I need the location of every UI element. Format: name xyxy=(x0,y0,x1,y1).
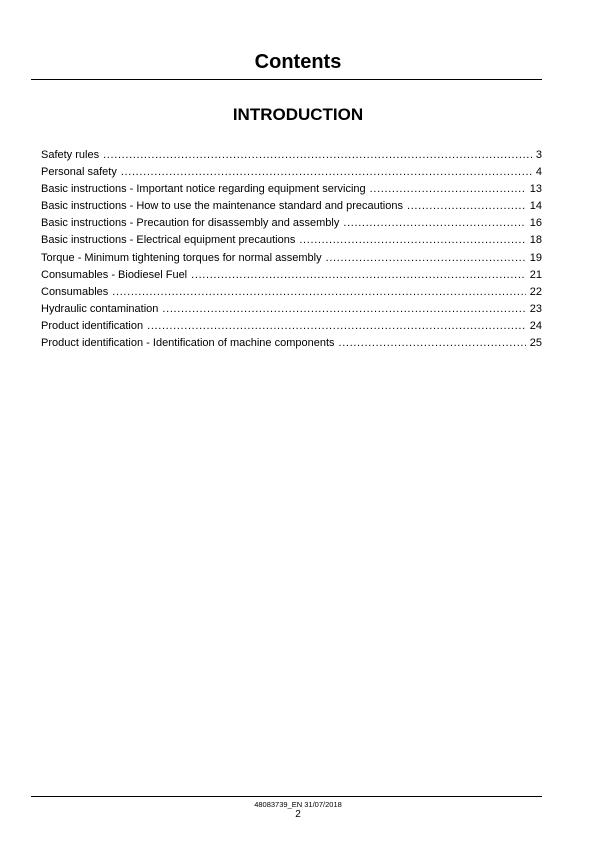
toc-entry-page: 16 xyxy=(529,217,542,230)
toc-entry-label: Basic instructions - Important notice regarding equipment servicing xyxy=(41,183,366,196)
toc-entry-hydraulic-contamination[interactable] xyxy=(41,301,542,318)
toc-dot-leader xyxy=(112,284,525,301)
toc-entry-label: Safety rules xyxy=(41,149,100,161)
toc-dot-leader xyxy=(147,318,526,335)
toc-entry-consumables[interactable] xyxy=(41,284,542,301)
toc-entry-label: Consumables xyxy=(41,285,109,298)
toc-entry-page: 24 xyxy=(529,319,542,332)
footer-page-number: 2 xyxy=(295,809,301,820)
toc-dot-leader xyxy=(299,232,525,249)
toc-entry-page: 3 xyxy=(535,149,542,161)
toc-entry-maintenance-standard[interactable] xyxy=(41,198,542,215)
title-divider xyxy=(31,79,542,80)
table-of-contents xyxy=(41,147,542,352)
footer-document-code: 48083739_EN 31/07/2018 xyxy=(254,800,342,809)
toc-entry-product-identification[interactable] xyxy=(41,318,542,335)
toc-dot-leader xyxy=(370,181,526,198)
toc-dot-leader xyxy=(343,215,525,232)
toc-entry-page: 14 xyxy=(529,200,542,213)
section-heading: INTRODUCTION xyxy=(232,105,364,124)
toc-entry-page: 25 xyxy=(529,337,542,350)
page-title: Contents xyxy=(254,51,342,73)
footer-divider xyxy=(31,796,542,797)
toc-entry-label: Basic instructions - Electrical equipment precautions xyxy=(41,234,296,247)
toc-entry-page: 18 xyxy=(529,234,542,247)
toc-entry-page: 22 xyxy=(529,285,542,298)
toc-entry-disassembly-assembly[interactable] xyxy=(41,215,542,232)
toc-entry-label: Basic instructions - Precaution for disassembly and assembly xyxy=(41,217,340,230)
toc-entry-label: Personal safety xyxy=(41,166,117,179)
toc-entry-label: Hydraulic contamination xyxy=(41,302,159,315)
toc-dot-leader xyxy=(339,335,526,352)
toc-entry-important-notice[interactable] xyxy=(41,181,542,198)
toc-dot-leader xyxy=(103,147,532,164)
toc-entry-label: Product identification xyxy=(41,319,144,332)
toc-entry-label: Basic instructions - How to use the maintenance standard and precautions xyxy=(41,200,403,213)
toc-dot-leader xyxy=(407,198,526,215)
toc-entry-biodiesel-fuel[interactable] xyxy=(41,267,542,284)
toc-entry-page: 13 xyxy=(529,183,542,196)
toc-entry-torque[interactable] xyxy=(41,250,542,267)
toc-entry-safety-rules[interactable] xyxy=(41,147,542,164)
toc-entry-machine-components[interactable] xyxy=(41,335,542,352)
toc-dot-leader xyxy=(162,301,525,318)
toc-entry-page: 4 xyxy=(535,166,542,179)
toc-entry-label: Product identification - Identification of machine components xyxy=(41,337,335,350)
toc-dot-leader xyxy=(326,250,526,267)
toc-dot-leader xyxy=(121,164,532,181)
toc-entry-electrical-precautions[interactable] xyxy=(41,232,542,249)
toc-entry-label: Torque - Minimum tightening torques for normal assembly xyxy=(41,251,322,264)
toc-entry-page: 21 xyxy=(529,268,542,281)
toc-entry-page: 19 xyxy=(529,251,542,264)
toc-entry-personal-safety[interactable] xyxy=(41,164,542,181)
toc-entry-label: Consumables - Biodiesel Fuel xyxy=(41,268,188,281)
toc-entry-page: 23 xyxy=(529,302,542,315)
toc-dot-leader xyxy=(191,267,526,284)
